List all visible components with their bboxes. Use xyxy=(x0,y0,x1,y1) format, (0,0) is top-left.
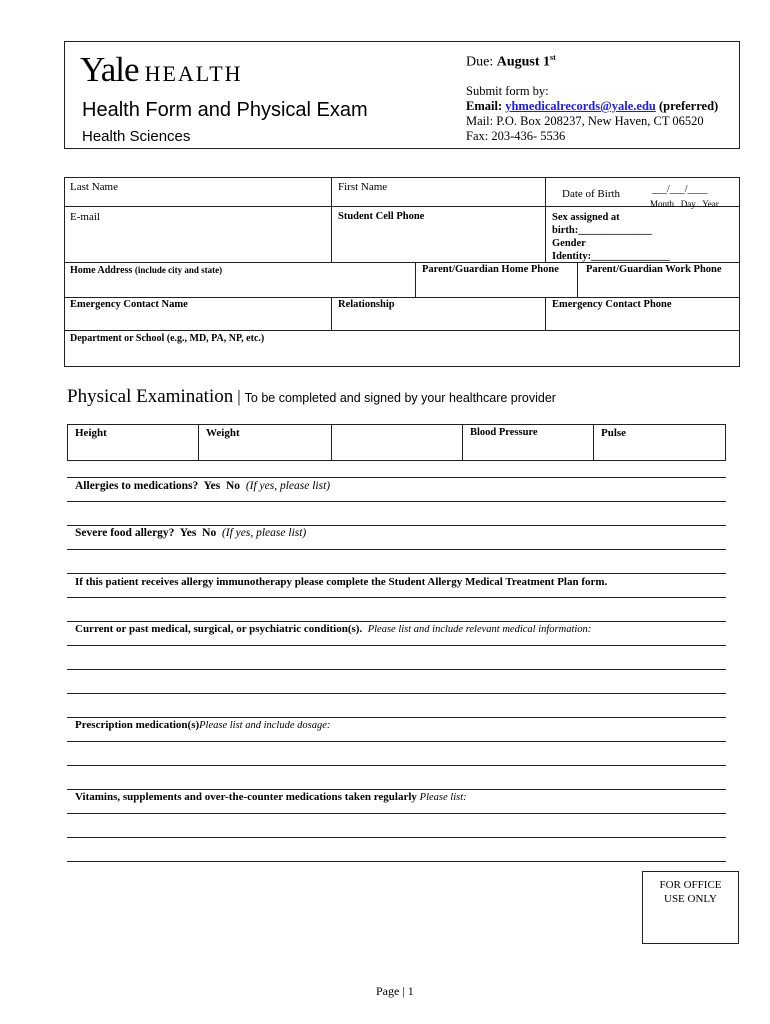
vitamins-answer-line-3[interactable] xyxy=(67,861,726,862)
dob-year: Year xyxy=(702,199,719,209)
form-title: Health Form and Physical Exam xyxy=(82,99,368,121)
heading-separator: | xyxy=(237,387,241,406)
due-prefix: Due: xyxy=(466,54,494,70)
sex-line2: birth:______________ xyxy=(552,225,652,236)
due-date-value: August 1 xyxy=(496,54,551,70)
conditions-answer-line-2[interactable] xyxy=(67,669,726,670)
conditions-label: Current or past medical, surgical, or psychiatric condition(s). xyxy=(75,623,363,635)
sex-field[interactable] xyxy=(552,211,670,263)
prescription-question xyxy=(75,719,330,731)
physical-exam-title: Physical Examination xyxy=(67,386,234,407)
parent-work-phone-field[interactable]: Parent/Guardian Work Phone xyxy=(586,264,722,275)
first-name-field[interactable]: First Name xyxy=(338,181,388,193)
submit-label: Submit form by: xyxy=(466,84,549,98)
gender-line1: Gender xyxy=(552,238,586,249)
fax-line: Fax: 203-436- 5536 xyxy=(466,129,566,143)
form-subtitle: Health Sciences xyxy=(82,128,191,145)
email-line xyxy=(466,99,718,114)
allergies-no[interactable]: No xyxy=(226,480,241,492)
conditions-answer-line-1[interactable] xyxy=(67,645,726,646)
due-date xyxy=(466,53,556,71)
food-allergy-no[interactable]: No xyxy=(202,527,217,539)
logo-brand: Yale xyxy=(80,50,139,89)
mail-line: Mail: P.O. Box 208237, New Haven, CT 06520 xyxy=(466,114,704,128)
allergies-answer-line[interactable] xyxy=(67,501,726,502)
office-use-label xyxy=(642,878,739,906)
email-link[interactable]: yhmedicalrecords@yale.edu xyxy=(505,99,656,113)
food-allergy-yes[interactable]: Yes xyxy=(179,527,197,539)
parent-home-phone-field[interactable]: Parent/Guardian Home Phone xyxy=(422,264,559,275)
vitamins-label: Vitamins, supplements and over-the-counter medications taken regularly xyxy=(75,791,417,803)
vitamins-answer-line-1[interactable] xyxy=(67,813,726,814)
physical-exam-heading xyxy=(67,386,556,408)
cell-phone-field[interactable]: Student Cell Phone xyxy=(338,211,425,222)
dob-field[interactable]: ___/___/____ xyxy=(652,184,708,195)
dob-day: Day xyxy=(680,199,696,209)
prescription-label: Prescription medication(s) xyxy=(75,719,200,731)
food-allergy-question xyxy=(75,527,306,539)
dob-label: Date of Birth xyxy=(562,188,621,200)
emergency-name-field[interactable]: Emergency Contact Name xyxy=(70,299,188,310)
office-line1: FOR OFFICE xyxy=(659,879,722,891)
allergies-label: Allergies to medications? xyxy=(75,480,199,492)
prescription-answer-line-1[interactable] xyxy=(67,741,726,742)
food-allergy-label: Severe food allergy? xyxy=(75,527,175,539)
home-address-label: Home Address xyxy=(70,265,133,276)
home-address-field[interactable] xyxy=(70,265,222,276)
allergies-yes[interactable]: Yes xyxy=(203,480,221,492)
pulse-field[interactable]: Pulse xyxy=(601,427,627,439)
blood-pressure-field[interactable]: Blood Pressure xyxy=(470,427,538,438)
food-allergy-note: (If yes, please list) xyxy=(221,527,307,539)
vitamins-note: Please list: xyxy=(419,792,467,803)
sex-line1: Sex assigned at xyxy=(552,212,620,223)
yale-health-logo xyxy=(80,50,243,90)
office-line2: USE ONLY xyxy=(664,893,717,905)
relationship-field[interactable]: Relationship xyxy=(338,299,395,310)
prescription-answer-line-2[interactable] xyxy=(67,765,726,766)
conditions-answer-line-3[interactable] xyxy=(67,693,726,694)
conditions-question xyxy=(75,623,591,635)
dob-hints xyxy=(650,199,719,209)
immunotherapy-note: If this patient receives allergy immunotherapy please complete the Student Allergy Medical Treatment Plan form. xyxy=(75,576,608,588)
prescription-note: Please list and include dosage: xyxy=(199,720,331,731)
email-note: (preferred) xyxy=(658,99,719,113)
food-allergy-answer-line[interactable] xyxy=(67,549,726,550)
due-suffix: st xyxy=(550,53,556,62)
allergies-question xyxy=(75,480,330,492)
emergency-phone-field[interactable]: Emergency Contact Phone xyxy=(552,299,672,310)
height-field[interactable]: Height xyxy=(75,427,107,439)
email-label: Email: xyxy=(466,99,503,113)
home-address-note: (include city and state) xyxy=(134,265,223,275)
gender-line2: Identity:_______________ xyxy=(552,251,670,262)
weight-field[interactable]: Weight xyxy=(206,427,240,439)
allergies-note: (If yes, please list) xyxy=(245,480,331,492)
logo-health: HEALTH xyxy=(144,61,243,86)
vitamins-answer-line-2[interactable] xyxy=(67,837,726,838)
page-number: Page | 1 xyxy=(376,984,414,998)
vitamins-question xyxy=(75,791,467,803)
dob-month: Month xyxy=(650,199,675,209)
conditions-note: Please list and include relevant medical information: xyxy=(367,624,592,635)
physical-exam-subtitle: To be completed and signed by your healthcare provider xyxy=(244,391,556,405)
vitals-table xyxy=(67,424,726,461)
last-name-field[interactable]: Last Name xyxy=(70,181,118,193)
department-field[interactable]: Department or School (e.g., MD, PA, NP, etc.) xyxy=(70,333,265,344)
immunotherapy-answer-line[interactable] xyxy=(67,597,726,598)
email-field[interactable]: E-mail xyxy=(70,211,100,223)
